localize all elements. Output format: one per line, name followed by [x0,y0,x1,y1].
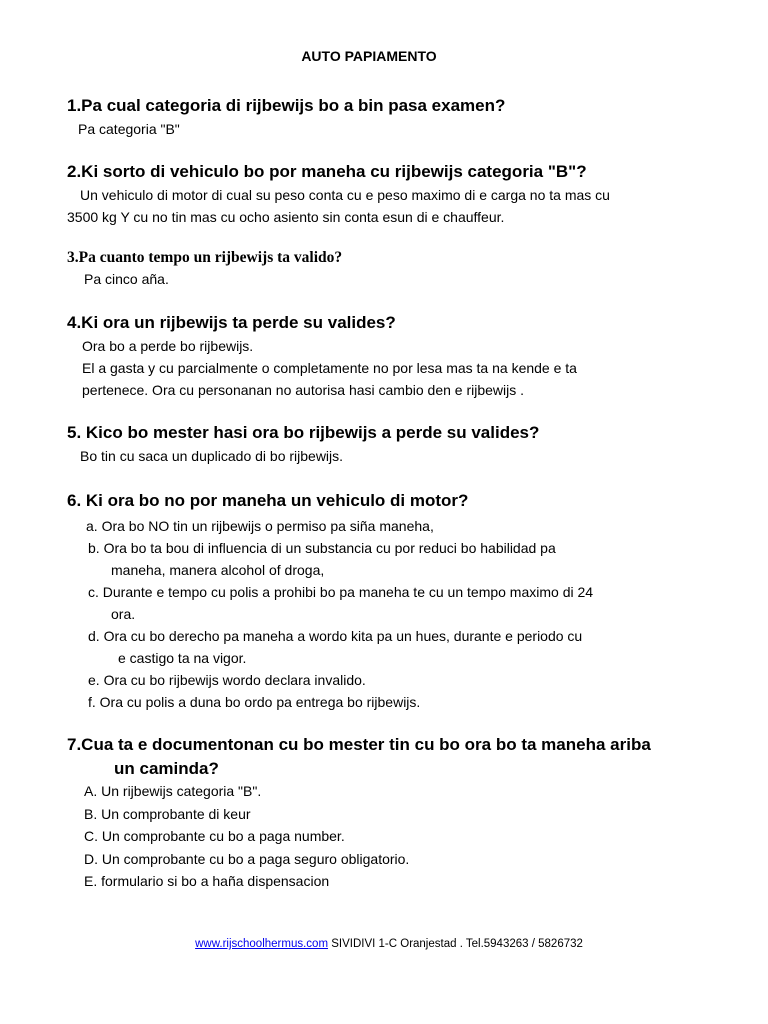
footer [0,938,768,950]
answer-4-line-2: El a gasta y cu parcialmente o completamente no por lesa mas ta na kende e ta [82,360,577,376]
answer-4-line-3: pertenece. Ora cu personanan no autorisa hasi cambio den e rijbewijs . [82,382,525,398]
answer-7-item-e: E. formulario si bo a haña dispensacion [84,873,330,889]
page-title: AUTO PAPIAMENTO [301,48,437,64]
question-2: 2.Ki sorto di vehiculo bo por maneha cu rijbewijs categoria "B"? [67,162,587,181]
website-link[interactable]: www.rijschoolhermus.com [195,938,329,950]
answer-6-item-c-line-2: ora. [111,606,136,622]
answer-7-item-d: D. Un comprobante cu bo a paga seguro obligatorio. [84,851,410,867]
question-4: 4.Ki ora un rijbewijs ta perde su valides? [67,313,396,332]
answer-6-item-f: f. Ora cu polis a duna bo ordo pa entrega bo rijbewijs. [88,694,421,710]
question-5: 5. Kico bo mester hasi ora bo rijbewijs a perde su valides? [67,423,540,442]
footer-address: SIVIDIVI 1-C Oranjestad . Tel.5943263 / 5826732 [328,938,583,950]
answer-7-item-a: A. Un rijbewijs categoria "B". [84,783,262,799]
answer-6-item-b-line-1: b. Ora bo ta bou di influencia di un substancia cu por reduci bo habilidad pa [88,540,556,556]
answer-6-item-d-line-2: e castigo ta na vigor. [118,650,247,666]
answer-7-item-c: C. Un comprobante cu bo a paga number. [84,828,345,844]
answer-3: Pa cinco aña. [84,271,169,287]
answer-2-line-1: Un vehiculo di motor di cual su peso conta cu e peso maximo di e carga no ta mas cu [80,187,610,203]
question-3: 3.Pa cuanto tempo un rijbewijs ta valido? [67,249,343,266]
question-6: 6. Ki ora bo no por maneha un vehiculo di motor? [67,491,469,510]
answer-5: Bo tin cu saca un duplicado di bo rijbewijs. [80,448,344,464]
question-1: 1.Pa cual categoria di rijbewijs bo a bin pasa examen? [67,96,506,115]
answer-6-item-c-line-1: c. Durante e tempo cu polis a prohibi bo pa maneha te cu un tempo maximo di 24 [88,584,594,600]
answer-6-item-d-line-1: d. Ora cu bo derecho pa maneha a wordo kita pa un hues, durante e periodo cu [88,628,583,644]
answer-6-item-a: a. Ora bo NO tin un rijbewijs o permiso pa siña maneha, [86,518,434,534]
answer-7-item-b: B. Un comprobante di keur [84,806,251,822]
answer-6-item-b-line-2: maneha, manera alcohol of droga, [111,562,325,578]
answer-4-line-1: Ora bo a perde bo rijbewijs. [82,338,254,354]
answer-6-item-e: e. Ora cu bo rijbewijs wordo declara invalido. [88,672,366,688]
answer-1: Pa categoria "B" [78,121,180,137]
question-7-line-2: un caminda? [114,759,219,778]
question-7-line-1: 7.Cua ta e documentonan cu bo mester tin cu bo ora bo ta maneha ariba [67,735,651,754]
answer-2-line-2: 3500 kg Y cu no tin mas cu ocho asiento sin conta esun di e chauffeur. [67,209,505,225]
